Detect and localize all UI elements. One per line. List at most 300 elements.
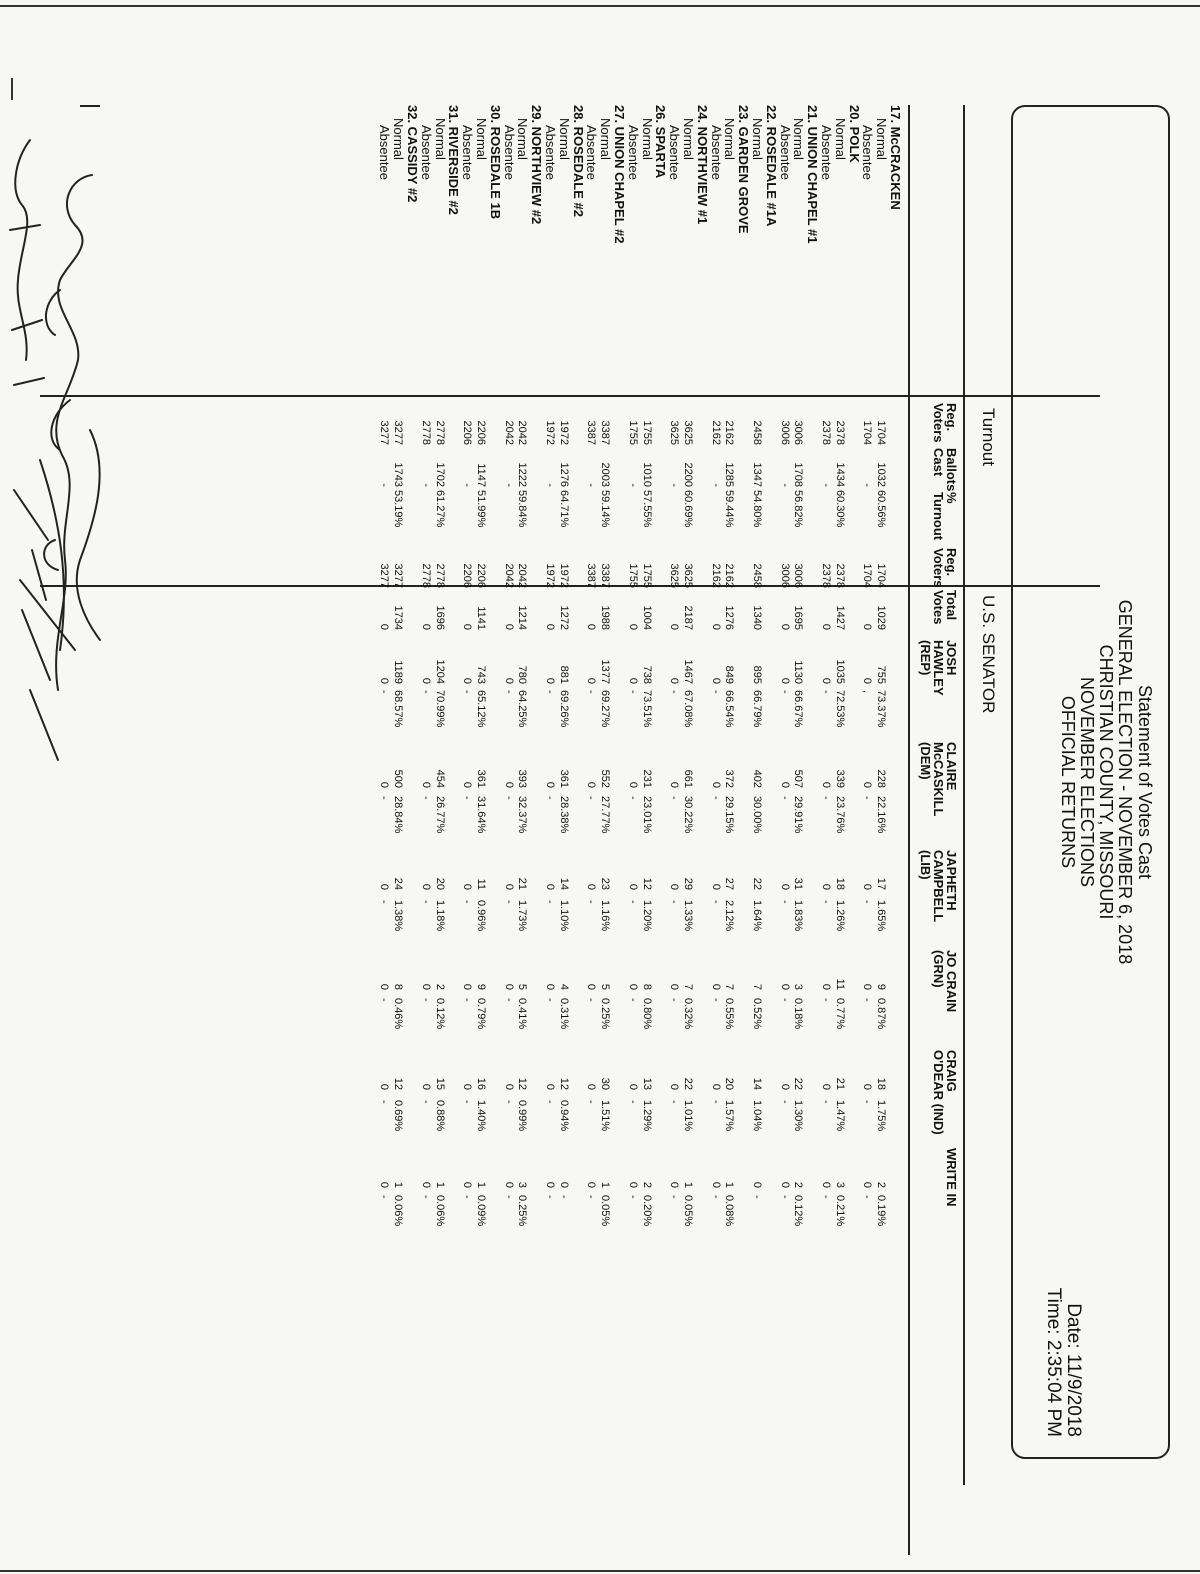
table-cell: -: [378, 998, 391, 1002]
table-cell: 4: [557, 983, 570, 990]
table-cell: 2162: [723, 563, 736, 588]
report-time: Time: 2:35:04 PM: [1043, 1287, 1064, 1437]
table-cell: -: [778, 1195, 791, 1199]
table-cell: 12: [640, 877, 653, 890]
table-cell: 0: [585, 1083, 598, 1090]
table-cell: 0: [585, 623, 598, 630]
normal-label: Normal: [432, 118, 448, 160]
table-cell: -: [820, 483, 832, 487]
table-cell: -: [585, 483, 598, 487]
table-cell: 0.12%: [792, 1195, 805, 1227]
table-cell: 0: [820, 1181, 832, 1188]
table-cell: 1.04%: [751, 1100, 763, 1132]
table-cell: 895: [751, 665, 763, 684]
normal-label: Normal: [598, 118, 614, 160]
table-cell: -: [378, 796, 391, 800]
table-cell: 1.73%: [516, 900, 529, 932]
table-cell: 3387: [585, 563, 598, 588]
table-cell: -: [668, 1195, 681, 1199]
table-cell: 0: [461, 883, 474, 890]
table-cell: 231: [640, 769, 653, 788]
table-cell: 1285: [723, 462, 736, 487]
table-cell: 60.30%: [833, 490, 846, 528]
table-cell: -: [820, 900, 832, 904]
table-cell: 0: [502, 1083, 515, 1090]
table-cell: -: [461, 1195, 474, 1199]
table-cell: 372: [723, 769, 736, 788]
table-cell: -: [668, 690, 681, 694]
table-cell: 15: [433, 1077, 446, 1090]
table-cell: 1.33%: [682, 900, 694, 932]
table-cell: -: [419, 900, 432, 904]
table-cell: 780: [516, 665, 529, 684]
absentee-label: Absentee: [418, 125, 434, 180]
table-cell: -: [626, 690, 639, 694]
table-cell: -: [709, 900, 722, 904]
table-cell: -: [585, 900, 598, 904]
table-cell: 0.19%: [875, 1195, 888, 1227]
table-cell: 1: [723, 1181, 736, 1188]
table-cell: 20: [433, 877, 446, 890]
table-cell: -: [709, 483, 722, 487]
table-cell: 1377: [599, 659, 612, 684]
table-cell: 3: [516, 1181, 529, 1188]
table-cell: -: [544, 998, 556, 1002]
table-cell: 56.82%: [792, 490, 805, 528]
table-cell: 1189: [392, 660, 405, 684]
table-cell: 0: [820, 623, 832, 630]
table-cell: 60.69%: [682, 490, 694, 528]
precinct-name: 21. UNION CHAPEL #1: [805, 105, 821, 244]
table-cell: 24: [392, 877, 405, 890]
table-cell: 1704: [861, 563, 874, 588]
table-cell: -: [461, 900, 474, 904]
table-cell: 3: [833, 1181, 846, 1188]
table-cell: -: [778, 998, 791, 1002]
table-cell: 1708: [792, 462, 805, 487]
table-cell: 1734: [392, 605, 405, 630]
absentee-label: Absentee: [460, 125, 476, 180]
table-cell: 2778: [419, 420, 432, 445]
table-cell: 66.79%: [751, 690, 763, 728]
table-cell: 0: [820, 781, 832, 788]
table-cell: -: [709, 690, 722, 694]
table-cell: -: [668, 998, 681, 1002]
table-cell: -: [419, 998, 432, 1002]
table-cell: -: [502, 998, 515, 1002]
table-cell: 0: [419, 1083, 432, 1090]
table-cell: 0: [544, 1181, 556, 1188]
table-cell: 0.18%: [792, 998, 805, 1030]
table-cell: 0: [778, 623, 791, 630]
table-cell: 23.76%: [833, 796, 846, 834]
table-cell: 27.77%: [599, 796, 612, 834]
table-cell: 393: [516, 769, 529, 788]
table-cell: 0.21%: [833, 1195, 846, 1227]
table-cell: 1743: [392, 462, 405, 487]
table-cell: -: [544, 690, 556, 694]
table-cell: 0: [557, 1181, 570, 1188]
table-cell: 21: [833, 1077, 846, 1090]
table-cell: 66.67%: [792, 690, 805, 728]
table-cell: 21: [516, 877, 529, 890]
official-returns-label: OFFICIAL RETURNS: [1058, 695, 1078, 869]
table-cell: -: [668, 1100, 681, 1104]
table-cell: 1.30%: [792, 1100, 805, 1132]
table-cell: 9: [475, 983, 487, 990]
table-cell: 0: [378, 781, 391, 788]
table-cell: 0.79%: [475, 998, 487, 1030]
table-cell: 30: [599, 1077, 612, 1090]
absentee-label: Absentee: [377, 125, 393, 180]
table-cell: 3625: [668, 420, 681, 445]
table-cell: 552: [599, 769, 612, 788]
table-cell: 0: [626, 1181, 639, 1188]
table-cell: 0: [820, 1083, 832, 1090]
table-cell: 1.40%: [475, 1100, 487, 1132]
table-cell: 1: [599, 1181, 612, 1188]
table-cell: 70.99%: [433, 690, 446, 728]
table-cell: 0.05%: [599, 1195, 612, 1227]
table-cell: 22: [792, 1077, 805, 1090]
table-cell: 1.83%: [792, 900, 805, 932]
table-cell: 2: [875, 1181, 888, 1188]
table-cell: -: [378, 900, 391, 904]
table-cell: 1755: [640, 563, 653, 588]
table-cell: 0: [820, 883, 832, 890]
table-cell: 30.00%: [751, 796, 763, 834]
table-cell: 2206: [475, 563, 487, 588]
absentee-label: Absentee: [860, 125, 876, 180]
table-cell: 0: [709, 983, 722, 990]
table-cell: -: [585, 796, 598, 800]
table-cell: 2042: [502, 563, 515, 588]
table-cell: 3387: [585, 420, 598, 445]
normal-label: Normal: [556, 118, 572, 160]
turnout-section-title: Turnout: [979, 408, 998, 466]
table-cell: 61.27%: [433, 490, 446, 528]
column-header-pct-turnout: % Turnout: [931, 492, 959, 541]
table-cell: 54.80%: [751, 490, 763, 528]
table-cell: 2187: [682, 605, 694, 630]
table-cell: 1972: [557, 563, 570, 588]
table-cell: 23.01%: [640, 796, 653, 834]
table-cell: 0: [378, 1083, 391, 1090]
table-cell: -: [626, 1100, 639, 1104]
table-cell: 1704: [861, 420, 874, 445]
table-cell: 1467: [682, 659, 694, 684]
table-cell: 0.05%: [682, 1195, 694, 1227]
table-cell: 20: [723, 1077, 736, 1090]
table-cell: 0.55%: [723, 998, 736, 1030]
table-cell: 0: [709, 781, 722, 788]
table-cell: -: [626, 998, 639, 1002]
table-cell: 661: [682, 769, 694, 788]
table-cell: 0.69%: [392, 1100, 405, 1132]
column-header-crain: JO CRAIN (GRN): [931, 950, 959, 1013]
table-cell: 18: [875, 1077, 888, 1090]
table-cell: 507: [792, 769, 805, 788]
table-cell: 26.77%: [433, 796, 446, 834]
table-cell: 60.56%: [875, 490, 888, 528]
normal-label: Normal: [874, 118, 890, 160]
column-header-odear: CRAIG O'DEAR (IND): [931, 1050, 959, 1135]
column-header-writein: WRITE IN: [944, 1148, 959, 1207]
table-cell: 0: [585, 677, 598, 684]
table-cell: 0: [419, 1181, 432, 1188]
table-cell: 16: [475, 1077, 487, 1090]
table-cell: 1972: [557, 420, 570, 445]
table-cell: -: [419, 1195, 432, 1199]
table-cell: 0: [461, 677, 474, 684]
table-cell: 1.29%: [640, 1100, 653, 1132]
table-cell: 0.99%: [516, 1100, 529, 1132]
table-cell: 1: [433, 1181, 446, 1188]
table-cell: 0.20%: [640, 1195, 653, 1227]
table-cell: -: [544, 1195, 556, 1199]
absentee-label: Absentee: [625, 125, 641, 180]
table-cell: 0.08%: [723, 1195, 736, 1227]
table-cell: 2162: [709, 563, 722, 588]
table-cell: 2778: [419, 563, 432, 588]
table-cell: 0: [626, 1083, 639, 1090]
absentee-label: Absentee: [708, 125, 724, 180]
absentee-label: Absentee: [777, 125, 793, 180]
table-cell: -: [861, 483, 874, 487]
table-cell: 0: [378, 983, 391, 990]
normal-label: Normal: [791, 118, 807, 160]
table-cell: 0: [502, 623, 515, 630]
table-cell: 1755: [626, 420, 639, 445]
table-cell: 3006: [778, 563, 791, 588]
table-cell: 73.51%: [640, 690, 653, 728]
precinct-name: 28. ROSEDALE #2: [570, 105, 586, 217]
table-cell: 0: [668, 1083, 681, 1090]
table-cell: -: [626, 900, 639, 904]
table-cell: 0.80%: [640, 998, 653, 1030]
table-cell: 0: [544, 677, 556, 684]
table-cell: -: [502, 796, 515, 800]
column-header-hawley: JOSH HAWLEY (REP): [918, 640, 959, 696]
table-cell: 0: [544, 623, 556, 630]
table-cell: 402: [751, 769, 763, 788]
table-cell: 1.18%: [433, 900, 446, 932]
table-cell: 0: [502, 883, 515, 890]
table-cell: 31: [792, 877, 805, 890]
table-cell: -: [626, 796, 639, 800]
table-cell: 29.91%: [792, 796, 805, 834]
table-cell: 0: [709, 1181, 722, 1188]
table-cell: -: [502, 900, 515, 904]
table-cell: 3277: [378, 563, 391, 588]
table-cell: 5: [599, 983, 612, 990]
county-name: CHRISTIAN COUNTY, MISSOURI: [1096, 644, 1116, 920]
absentee-label: Absentee: [501, 125, 517, 180]
table-cell: -: [778, 1100, 791, 1104]
table-cell: 22.16%: [875, 796, 888, 834]
table-cell: 0.77%: [833, 998, 846, 1030]
table-cell: -: [461, 998, 474, 1002]
table-cell: 11: [475, 878, 487, 890]
table-cell: 1: [392, 1181, 405, 1188]
precinct-name: 27. UNION CHAPEL #2: [612, 105, 627, 244]
table-cell: 743: [475, 665, 487, 684]
table-cell: -: [861, 900, 874, 904]
table-cell: -: [461, 690, 474, 694]
table-cell: 27: [723, 877, 736, 890]
table-cell: -: [778, 796, 791, 800]
table-cell: 31.64%: [475, 796, 487, 834]
precinct-name: 29. NORTHVIEW #2: [529, 105, 545, 225]
table-cell: 1276: [557, 462, 570, 487]
table-cell: 0: [778, 781, 791, 788]
header-rule-bottom: [908, 105, 910, 1555]
table-cell: 0: [668, 623, 681, 630]
table-cell: 22: [682, 1077, 694, 1090]
table-cell: 0.88%: [433, 1100, 446, 1132]
table-cell: 228: [875, 769, 888, 788]
table-cell: 14: [751, 1077, 763, 1090]
table-cell: 0: [861, 677, 874, 684]
elections-label: NOVEMBER ELECTIONS: [1077, 676, 1097, 888]
table-cell: 0: [820, 677, 832, 684]
table-cell: 0: [778, 677, 791, 684]
absentee-label: Absentee: [667, 125, 683, 180]
table-cell: 2206: [461, 563, 474, 588]
normal-label: Normal: [722, 118, 738, 160]
normal-label: Normal: [391, 118, 407, 160]
table-cell: 0.25%: [599, 998, 612, 1030]
table-cell: 0.41%: [516, 998, 529, 1030]
normal-label: Normal: [639, 118, 655, 160]
table-cell: 2378: [833, 420, 846, 445]
table-cell: 0: [626, 883, 639, 890]
table-cell: -: [778, 690, 791, 694]
table-cell: -: [861, 1195, 874, 1199]
absentee-label: Absentee: [819, 125, 834, 180]
table-cell: 2042: [516, 420, 529, 445]
table-cell: 1.47%: [833, 1100, 846, 1132]
table-cell: 1.75%: [875, 1100, 888, 1132]
table-cell: -: [544, 1100, 556, 1104]
table-cell: 454: [433, 769, 446, 788]
table-cell: -: [778, 483, 791, 487]
table-cell: -: [419, 483, 432, 487]
table-cell: -: [585, 1195, 598, 1199]
table-cell: 69.27%: [599, 690, 612, 728]
table-cell: 2: [640, 1181, 653, 1188]
table-cell: 2206: [475, 420, 487, 445]
normal-label: Normal: [750, 118, 765, 160]
table-cell: 57.55%: [640, 490, 653, 528]
table-cell: 1695: [792, 605, 805, 630]
precinct-name: 20. POLK: [846, 105, 862, 163]
table-cell: -: [861, 998, 874, 1002]
table-cell: 0.46%: [392, 998, 405, 1030]
table-cell: 0: [709, 883, 722, 890]
table-cell: 1702: [433, 462, 446, 487]
table-cell: 69.26%: [557, 690, 570, 728]
table-cell: 1.01%: [682, 1100, 694, 1132]
table-cell: -: [626, 1195, 639, 1199]
table-cell: 9: [875, 983, 888, 990]
table-cell: 3006: [792, 563, 805, 588]
table-cell: -: [668, 900, 681, 904]
table-cell: 2778: [433, 563, 446, 588]
table-cell: -: [709, 796, 722, 800]
table-cell: 29.15%: [723, 796, 736, 834]
table-cell: 0: [544, 1083, 556, 1090]
table-cell: 1.10%: [557, 900, 570, 932]
table-cell: 0.32%: [682, 998, 694, 1030]
table-cell: 1: [475, 1181, 487, 1188]
precinct-name: 23. GARDEN GROVE: [736, 105, 752, 234]
table-cell: -: [585, 690, 598, 694]
precinct-name: 24. NORTHVIEW #1: [694, 105, 710, 225]
table-cell: 0: [709, 677, 722, 684]
table-cell: 0.25%: [516, 1195, 529, 1227]
table-cell: -: [544, 796, 556, 800]
table-cell: 1004: [640, 605, 653, 630]
table-cell: -: [544, 900, 556, 904]
table-cell: -: [502, 1100, 515, 1104]
table-cell: 1272: [557, 605, 570, 630]
table-cell: 1032: [875, 462, 888, 487]
table-cell: -: [585, 998, 598, 1002]
table-cell: 2206: [461, 420, 474, 445]
table-cell: 0: [778, 1181, 791, 1188]
table-cell: 1214: [516, 605, 529, 630]
table-cell: 1010: [640, 462, 653, 487]
table-cell: 0: [461, 983, 474, 990]
table-cell: 5: [516, 983, 529, 990]
table-cell: 2162: [723, 420, 736, 445]
table-cell: 2200: [682, 462, 694, 487]
table-cell: 3625: [682, 563, 694, 588]
table-cell: 2458: [751, 563, 763, 588]
table-cell: 1.38%: [392, 900, 405, 932]
table-cell: 29: [682, 877, 694, 890]
precinct-name: 26. SPARTA: [653, 105, 669, 179]
table-cell: 0: [461, 1181, 474, 1188]
table-cell: 1.57%: [723, 1100, 736, 1132]
table-cell: 3: [792, 983, 805, 990]
table-cell: 500: [392, 769, 405, 788]
table-cell: 23: [599, 877, 612, 890]
table-cell: 14: [557, 877, 570, 890]
table-cell: 849: [723, 665, 736, 684]
table-cell: 13: [640, 1077, 653, 1090]
table-cell: 2042: [502, 420, 515, 445]
table-cell: 0: [668, 677, 681, 684]
precinct-name: 22. ROSEDALE #1A: [763, 105, 779, 227]
table-cell: 0: [861, 623, 874, 630]
table-cell: 1434: [833, 462, 846, 487]
table-cell: 3006: [792, 420, 805, 445]
table-cell: 0: [751, 1181, 763, 1188]
table-cell: 8: [392, 983, 405, 990]
table-cell: 0: [419, 781, 432, 788]
table-cell: 17: [875, 877, 888, 890]
table-cell: 3625: [682, 420, 694, 445]
table-cell: -: [378, 690, 391, 694]
table-cell: 2.12%: [723, 900, 736, 932]
column-header-reg-voters: Reg. Voters: [931, 403, 959, 443]
table-cell: -: [378, 1100, 391, 1104]
table-cell: 1.65%: [875, 900, 888, 932]
table-cell: -: [709, 998, 722, 1002]
table-cell: 339: [833, 769, 846, 788]
